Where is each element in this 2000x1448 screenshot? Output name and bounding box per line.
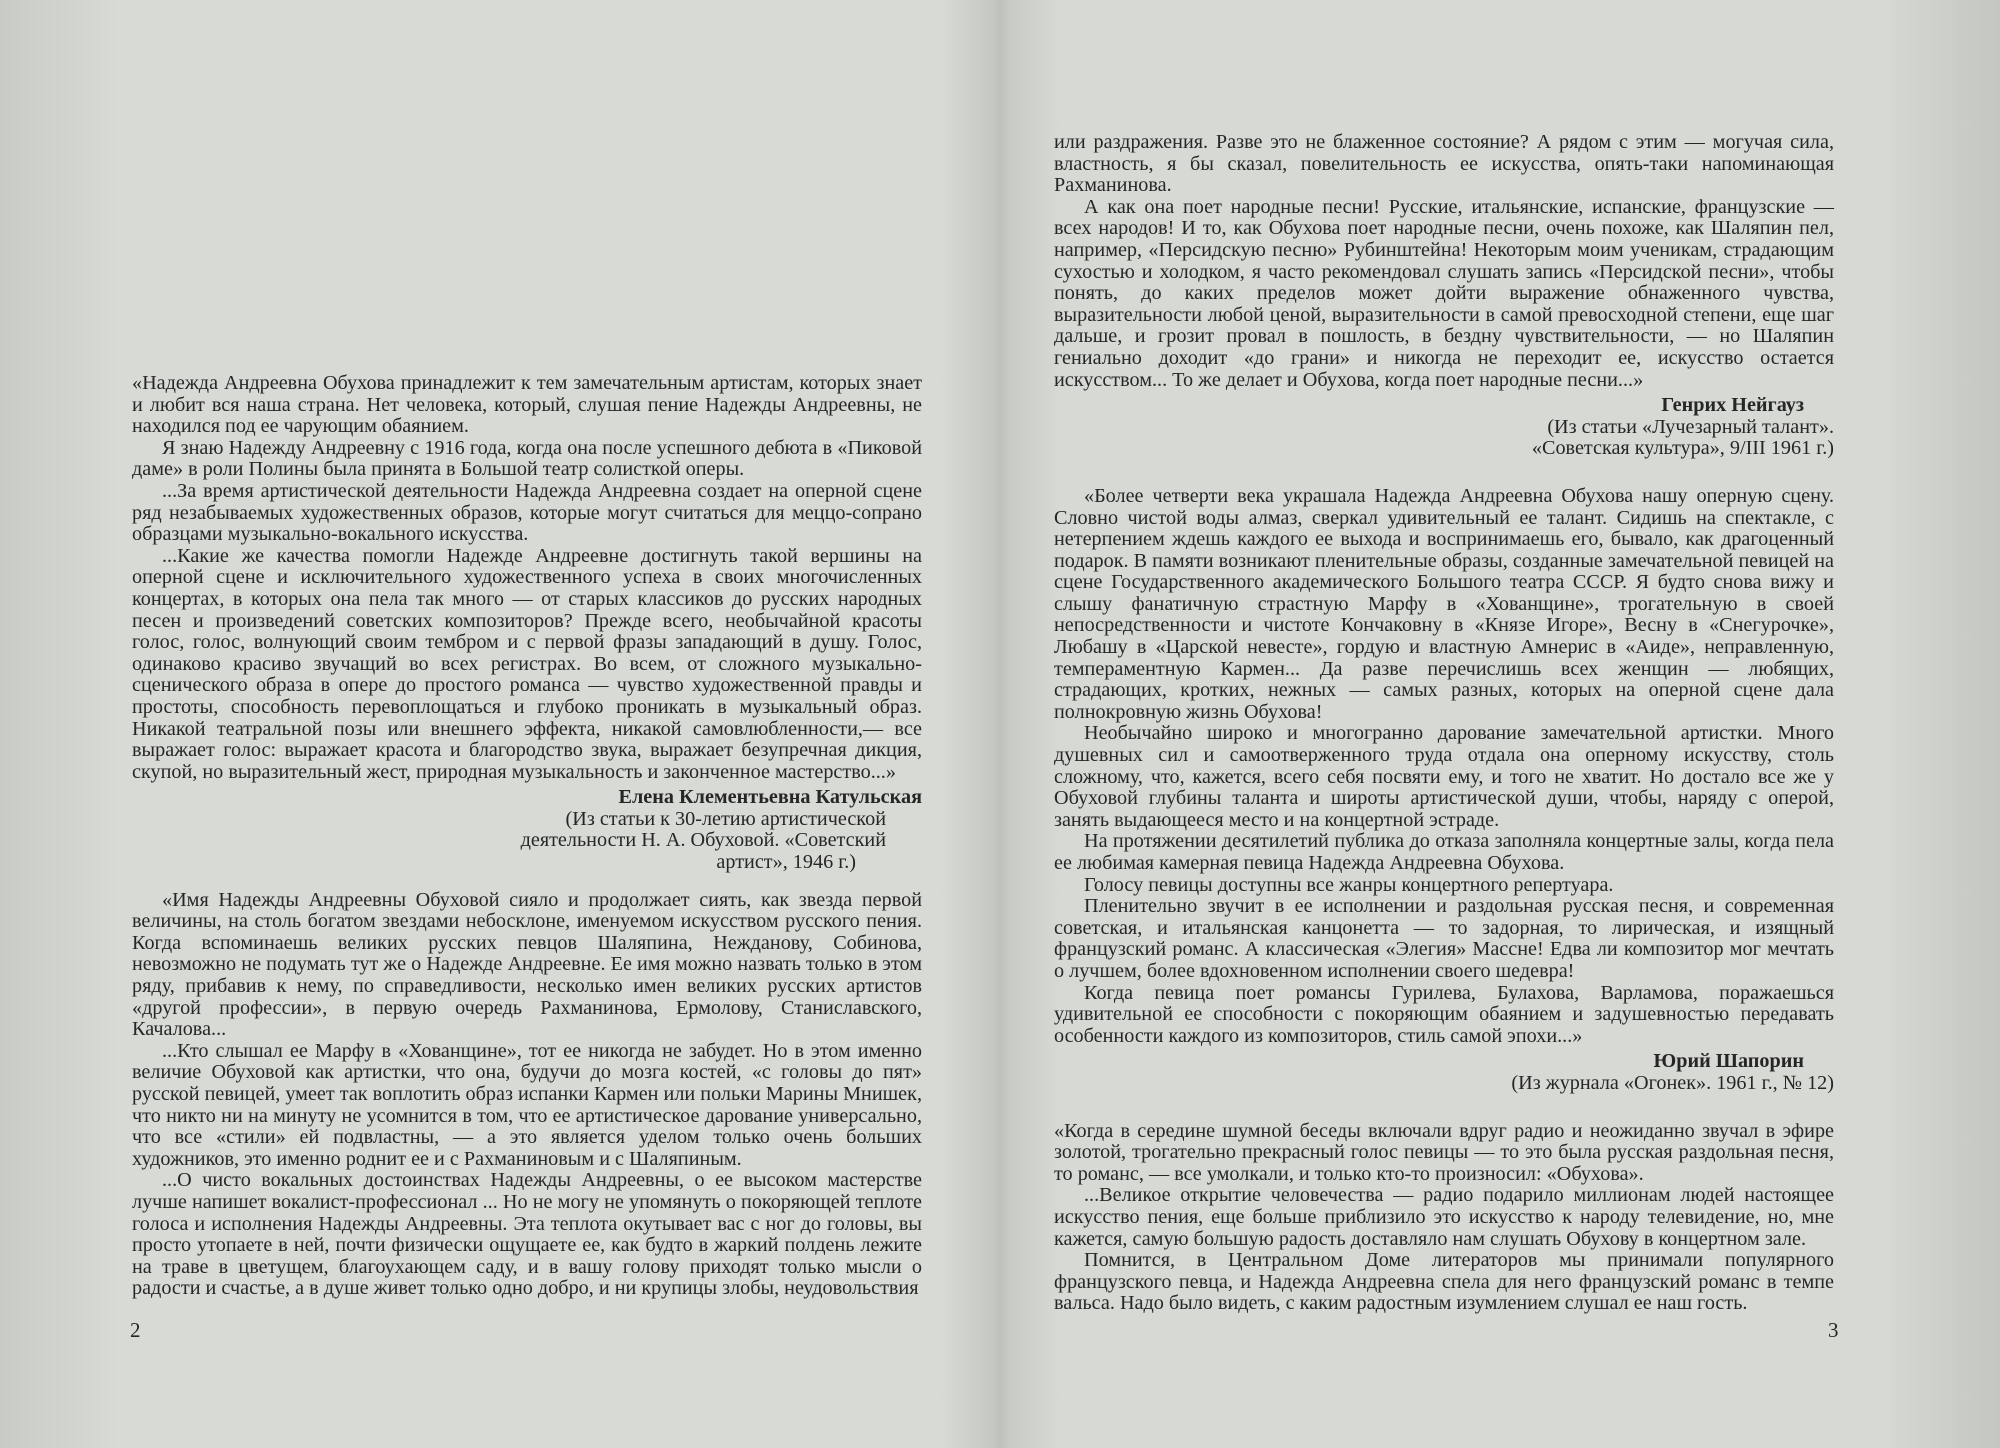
signature-source: деятельности Н. А. Обуховой. «Советский <box>520 829 886 852</box>
paragraph: «Более четверти века украшала Надежда Андреевна Обухова нашу оперную сцену. Словно чистой воды алмаз, сверкал удивительный ее талант. Сидишь на спектакле, с нетерпением ждешь каждого ее выхода и воспринимаешь его, бывало, как драгоценный подарок. В памяти возникают пленительные образы, созданные замечательной певицей на сцене Государственного академического Большого театра СССР. Я будто снова вижу и слышу фанатичную страстную Марфу в «Хованщине», трогательную в своей непосредственности и чистоте Кончаковну в «Князе Игоре», Весну в «Снегурочке», Любашу в «Царской невесте», гордую и властную Амнерис в «Аиде», неправленную, темпераментную Кармен... Да разве перечислишь всех женщин — любящих, страдающих, кротких, нежных — самых разных, которых на оперной сцене дала полнокровную жизнь Обухова! <box>1054 484 1834 723</box>
paragraph: ...Какие же качества помогли Надежде Андреевне достигнуть такой вершины на оперной сцене и исключительного художественного успеха в своих многочисленных концертах, в которых она пела так много — от старых классиков до русских народных песен и произведений советских композиторов? Прежде всего, необычайной красоты голос, голос, волнующий своим тембром и с первой фразы западающий в душу. Голос, одинаково красиво звучащий во всех регистрах. Во всем, от сложного музыкально-сценического образа в опере до простого романса — чувство художественной правды и простоты, способность перевоплощаться и глубоко проникать в музыкальный образ. Никакой театральной позы или внешнего эффекта, никакой самовлюбленности,— все выражает голос: выражает красота и благородство звука, выражает безупречная дикция, скупой, но выразительный жест, природная музыкальность и законченное мастерство...» <box>132 544 922 783</box>
paragraph: Пленительно звучит в ее исполнении и раздольная русская песня, и современная советская, и итальянская канцонетта — то задорная, то лирическая, и изящный французский романс. А классическая «Элегия» Массне! Едва ли композитор мог мечтать о лучшем, более вдохновенном исполнении своего шедевра! <box>1054 895 1834 982</box>
paragraph: ...Великое открытие человечества — радио подарило миллионам людей настоящее искусство пения, еще больше приблизило это искусство к народу телевидение, но, мне кажется, самую большую радость доставляло нам слушать Обухову в концертном зале. <box>1054 1184 1834 1250</box>
page-number: 2 <box>130 1318 141 1342</box>
paragraph: Помнится, в Центральном Доме литераторов мы принимали популярного французского певца, и Надежда Андреевна спела для него французский романс в темпе вальса. Надо было видеть, с каким радостным изумлением слушал ее наш гость. <box>1054 1249 1834 1315</box>
paragraph: Голосу певицы доступны все жанры концертного репертуара. <box>1084 873 1614 896</box>
paragraph: ...За время артистической деятельности Надежда Андреевна создает на оперной сцене ряд незабываемых художественных образов, которые могут считаться для меццо-сопрано образцами музыкально-вокального искусства. <box>132 479 922 546</box>
left-text-column <box>132 373 922 1300</box>
signature-source: (Из статьи «Лучезарный талант». <box>1547 415 1834 438</box>
paragraph: Я знаю Надежду Андреевну с 1916 года, когда она после успешного дебюта в «Пиковой даме» в роли Полины была принята в Большой театр солисткой оперы. <box>132 436 922 481</box>
signature-author: Генрих Нейгауз <box>1661 394 1804 417</box>
page-number: 3 <box>1828 1318 1839 1342</box>
signature-source: (Из статьи к 30-летию артистической <box>565 807 886 830</box>
paragraph: Когда певица поет романсы Гурилева, Булахова, Варламова, поражаешься удивительной ее способности с покоряющим обаянием и задушевностью передавать особенности каждого из композиторов, стиль самой эпохи...» <box>1054 981 1834 1047</box>
paragraph: ...Кто слышал ее Марфу в «Хованщине», тот ее никогда не забудет. Но в этом именно величие Обуховой как артистки, что она, будучи до мозга костей, «с головы до пят» русской певицей, умеет так воплотить образ испанки Кармен или польки Марины Мнишек, что никто ни на минуту не усомнится в том, что ее артистическое дарование универсально, что все «стили» ей подвластны, — а это является уделом только очень больших художников, это именно роднит ее и с Рахманиновым и с Шаляпиным. <box>132 1039 922 1170</box>
signature-source: (Из журнала «Огонек». 1961 г., № 12) <box>1511 1071 1834 1094</box>
right-page <box>1000 0 2000 1448</box>
paragraph: «Когда в середине шумной беседы включали вдруг радио и неожиданно звучал в эфире золотой, трогательно прекрасный голос певицы — то это была русская раздольная песня, то романс, — все умолкали, и только кто-то произносил: «Обухова». <box>1054 1119 1834 1185</box>
signature-source: артист», 1946 г.) <box>716 851 856 874</box>
paragraph: «Имя Надежды Андреевны Обуховой сияло и продолжает сиять, как звезда первой величины, на столь богатом звездами небосклоне, именуемом искусством русского пения. Когда вспоминаешь великих русских певцов Шаляпина, Нежданову, Собинова, невозможно не подумать тут же о Надежде Андреевне. Ее имя можно назвать только в этом ряду, прибавив к нему, по справедливости, несколько имен великих русских артистов «другой профессии», в первую очередь Рахманинова, Ермолову, Станиславского, Качалова... <box>132 888 922 1041</box>
paragraph: «Надежда Андреевна Обухова принадлежит к тем замечательным артистам, которых знает и любит вся наша страна. Нет человека, который, слушая пение Надежды Андреевны, не находился под ее чарующим обаянием. <box>132 372 922 438</box>
paragraph: Необычайно широко и многогранно дарование замечательной артистки. Много душевных сил и самоотверженного труда отдала она оперному искусству, столь сложному, что, кажется, всего себя посвяти ему, и того не хватит. Но досталo все же у Обуховой глубины таланта и широты артистической души, чтобы, наряду с оперой, занять выдающееся место и на концертной эстраде. <box>1054 722 1834 831</box>
signature-block <box>1054 1051 1834 1094</box>
signature-block <box>132 787 922 873</box>
paragraph: или раздражения. Разве это не блаженное состояние? А рядом с этим — могучая сила, властность, я бы сказал, повелительность ее искусства, опять-таки напоминающая Рахманинова. <box>1054 131 1834 197</box>
signature-author: Елена Клементьевна Катульская <box>618 786 922 809</box>
signature-block <box>1054 395 1834 460</box>
paragraph: ...О чисто вокальных достоинствах Надежды Андреевны, о ее высоком мастерстве лучше напишет вокалист-профессионал ... Но не могу не упомянуть о покоряющей теплоте голоса и исполнения Надежды Андреевны. Эта теплота окутывает вас с ног до головы, вы просто утопаете в ней, почти физически ощущаете ее, как будто в жаркий полдень лежите на траве в цветущем, благоухающем саду, и в вашу голову приходят только мысли о радости и счастье, а в душе живет только одно добро, и ни крупицы злобы, неудовольствия <box>132 1169 922 1300</box>
signature-source: «Советская культура», 9/III 1961 г.) <box>1531 437 1834 460</box>
right-text-column <box>1054 132 1834 1315</box>
paragraph: На протяжении десятилетий публика до отказа заполняла концертные залы, когда пела ее любимая камерная певица Надежда Андреевна Обухова. <box>1054 830 1834 874</box>
signature-author: Юрий Шапорин <box>1653 1050 1804 1073</box>
paragraph: А как она поет народные песни! Русские, итальянские, испанские, французские — всех народов! И то, как Обухова поет народные песни, очень похоже, как Шаляпин пел, например, «Персидскую песню» Рубинштейна! Некоторым моим ученикам, страдающим сухостью и холодком, я часто рекомендовал слушать запись «Персидской песни», чтобы понять, до каких пределов может дойти выражение обнаженного чувства, выразительности любой ценой, выразительности в самой превосходной степени, еще шаг дальше, и грозит провал в пошлость, в бездну чувствительности, — но Шаляпин гениально доходит «до грани» и никогда не переходит ее, искусство остается искусством... То же делает и Обухова, когда поет народные песни...» <box>1054 195 1834 391</box>
